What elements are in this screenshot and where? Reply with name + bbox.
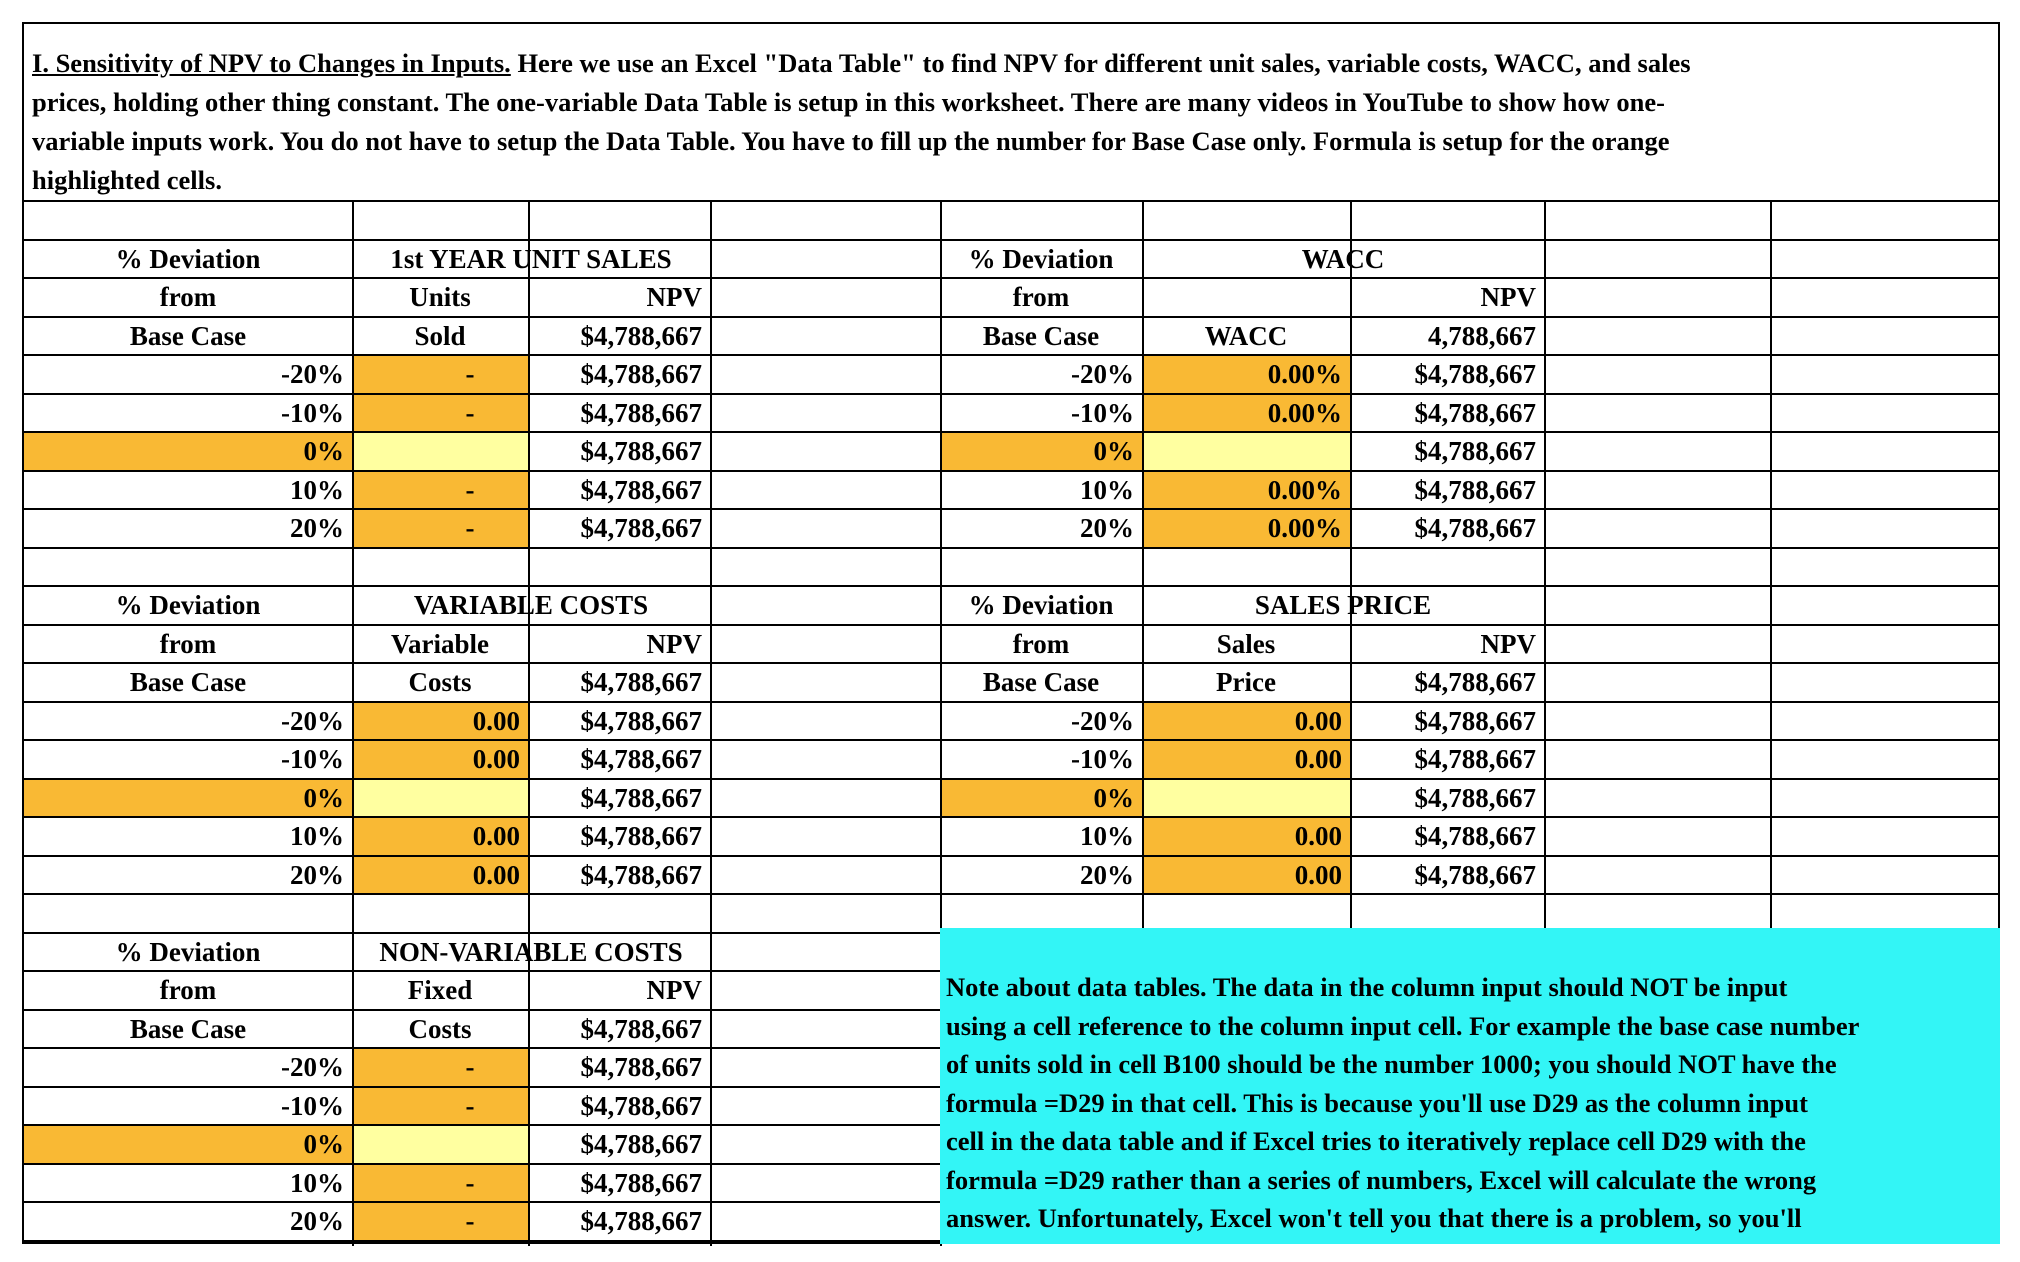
deviation-value: -20% xyxy=(1071,359,1134,389)
deviation-value: 20% xyxy=(290,513,344,543)
deviation-value: -20% xyxy=(281,1052,344,1082)
variable_costs-title: VARIABLE COSTS xyxy=(413,590,649,620)
grid-column-line xyxy=(1350,200,1352,928)
non_variable_costs-input-value: - xyxy=(465,1206,475,1236)
deviation-value: -10% xyxy=(1071,744,1134,774)
variable_costs-input-value: 0.00 xyxy=(472,859,520,890)
sales_price-col-label: Price xyxy=(1216,667,1276,697)
grid-column-line xyxy=(1142,200,1144,928)
deviation-header: % Deviation xyxy=(968,243,1114,274)
grid-row-line xyxy=(24,200,2000,202)
grid-row-line xyxy=(24,778,2000,780)
grid-row-line xyxy=(24,970,940,972)
non_variable_costs-col-label: Costs xyxy=(408,1013,472,1044)
variable_costs-input-value: 0.00 xyxy=(472,744,520,774)
note-line: using a cell reference to the column input cell. For example the base case number xyxy=(946,1010,1860,1041)
unit_sales-input-value: - xyxy=(465,397,475,428)
deviation-header: from xyxy=(159,628,217,659)
grid-row-line xyxy=(24,585,2000,587)
grid-column-line xyxy=(528,200,530,1246)
sales_price-title: SALES PRICE xyxy=(1254,590,1432,620)
grid-row-line xyxy=(24,277,2000,279)
grid-row-line xyxy=(24,1163,940,1165)
deviation-value: 20% xyxy=(290,1206,344,1236)
unit_sales-col-label: Units xyxy=(409,282,471,312)
wacc-npv-value: $4,788,667 xyxy=(1414,359,1536,389)
unit_sales-npv-value: $4,788,667 xyxy=(580,436,702,466)
deviation-header: from xyxy=(159,975,217,1005)
note-line: of units sold in cell B100 should be the number 1000; you should NOT have the xyxy=(946,1049,1837,1079)
spreadsheet xyxy=(22,22,2000,1244)
sales_price-input-value: 0.00 xyxy=(1294,744,1342,774)
wacc-col-label: WACC xyxy=(1204,320,1288,351)
wacc-input-value: 0.00% xyxy=(1267,397,1342,428)
wacc-npv-label: NPV xyxy=(1480,282,1536,312)
non_variable_costs-col-label: Fixed xyxy=(407,975,473,1005)
grid-row-line xyxy=(24,470,2000,472)
header-line1-prefix: I. Sensitivity of NPV to Changes in Inputs. xyxy=(32,48,511,78)
non_variable_costs-npv-value: $4,788,667 xyxy=(580,1090,702,1121)
deviation-value: 0% xyxy=(303,1129,344,1159)
sales_price-input-value: 0.00 xyxy=(1294,859,1342,890)
unit_sales-col-label: Sold xyxy=(414,320,466,351)
deviation-value: 10% xyxy=(290,1167,344,1198)
unit_sales-input-value: - xyxy=(465,474,475,505)
deviation-header: Base Case xyxy=(129,1013,247,1044)
deviation-value: -10% xyxy=(281,397,344,428)
sales_price-input-value: 0.00 xyxy=(1294,821,1342,851)
variable_costs-input-value: 0.00 xyxy=(472,705,520,736)
deviation-header: % Deviation xyxy=(968,590,1114,620)
deviation-value: -10% xyxy=(1071,397,1134,428)
variable_costs-npv-value: $4,788,667 xyxy=(580,821,702,851)
deviation-header: from xyxy=(159,282,217,312)
deviation-header: % Deviation xyxy=(115,936,261,967)
variable_costs-col-label: Variable xyxy=(390,628,489,659)
header-line3: variable inputs work. You do not have to setup the Data Table. You have to fill up the number for Base Case only. Formula is setup for the orange xyxy=(32,126,1670,156)
note-line: answer. Unfortunately, Excel won't tell you that there is a problem, so you'll xyxy=(946,1203,1802,1233)
wacc-input-value: 0.00% xyxy=(1267,474,1342,505)
variable_costs-npv-value: $4,788,667 xyxy=(580,859,702,890)
unit_sales-npv-value: $4,788,667 xyxy=(580,513,702,543)
deviation-value: -20% xyxy=(281,359,344,389)
grid-row-line xyxy=(24,816,2000,818)
variable_costs-npv-value: $4,788,667 xyxy=(580,705,702,736)
header-line2: prices, holding other thing constant. The one-variable Data Table is setup in this worksheet. There are many videos in YouTube to show how one- xyxy=(32,87,1665,117)
grid-row-line xyxy=(24,932,940,934)
wacc-input-value: 0.00% xyxy=(1267,359,1342,389)
non_variable_costs-input-value: - xyxy=(465,1167,475,1198)
grid-column-line xyxy=(352,200,354,1246)
deviation-header: % Deviation xyxy=(115,590,261,620)
variable_costs-npv-value: $4,788,667 xyxy=(580,782,702,813)
grid-row-line xyxy=(24,662,2000,664)
deviation-value: 20% xyxy=(290,859,344,890)
wacc-npv-value: $4,788,667 xyxy=(1414,513,1536,543)
deviation-value: 10% xyxy=(290,821,344,851)
grid-row-line xyxy=(24,739,2000,741)
sales_price-input-value[interactable] xyxy=(1142,779,1350,817)
deviation-header: Base Case xyxy=(982,320,1100,351)
sales_price-npv-value: $4,788,667 xyxy=(1414,782,1536,813)
unit_sales-base-npv: $4,788,667 xyxy=(580,320,702,351)
grid-row-line xyxy=(24,624,2000,626)
grid-row-line xyxy=(24,316,2000,318)
non_variable_costs-input-value: - xyxy=(465,1052,475,1082)
sales_price-npv-label: NPV xyxy=(1480,628,1536,659)
grid-row-line xyxy=(24,239,2000,241)
deviation-value: 10% xyxy=(1080,821,1134,851)
wacc-input-value[interactable] xyxy=(1142,432,1350,470)
non_variable_costs-npv-value: $4,788,667 xyxy=(580,1167,702,1198)
deviation-value: 10% xyxy=(290,474,344,505)
unit_sales-input-value: - xyxy=(465,513,475,543)
deviation-value: -10% xyxy=(281,744,344,774)
sales_price-base-npv: $4,788,667 xyxy=(1414,667,1536,697)
unit_sales-npv-value: $4,788,667 xyxy=(580,359,702,389)
deviation-header: Base Case xyxy=(129,320,247,351)
grid-row-line xyxy=(24,1009,940,1011)
wacc-input-value: 0.00% xyxy=(1267,513,1342,543)
wacc-base-npv: 4,788,667 xyxy=(1428,320,1536,351)
note-line: formula =D29 in that cell. This is because you'll use D29 as the column input xyxy=(946,1087,1808,1118)
wacc-npv-value: $4,788,667 xyxy=(1414,474,1536,505)
deviation-value: 0% xyxy=(303,436,344,466)
grid-column-line xyxy=(710,200,712,1246)
unit_sales-npv-value: $4,788,667 xyxy=(580,397,702,428)
grid-row-line xyxy=(24,354,2000,356)
grid-row-line xyxy=(24,393,2000,395)
grid-row-line xyxy=(24,1124,940,1126)
deviation-header: from xyxy=(1012,282,1070,312)
sales_price-input-value: 0.00 xyxy=(1294,705,1342,736)
grid-row-line xyxy=(24,855,2000,857)
grid-row-line xyxy=(24,1201,940,1203)
deviation-value: 10% xyxy=(1080,474,1134,505)
note-line: cell in the data table and if Excel tries to iteratively replace cell D29 with the xyxy=(946,1126,1806,1156)
sales_price-npv-value: $4,788,667 xyxy=(1414,821,1536,851)
non_variable_costs-input-value: - xyxy=(465,1090,475,1121)
deviation-header: Base Case xyxy=(982,667,1100,697)
deviation-header: % Deviation xyxy=(115,243,261,274)
grid-column-line xyxy=(1544,200,1546,928)
variable_costs-col-label: Costs xyxy=(408,667,472,697)
deviation-header: Base Case xyxy=(129,667,247,697)
deviation-value: 0% xyxy=(1093,436,1134,466)
deviation-value: -20% xyxy=(1071,705,1134,736)
deviation-header: from xyxy=(1012,628,1070,659)
grid-row-line xyxy=(24,431,2000,433)
grid-row-line xyxy=(24,701,2000,703)
sales_price-npv-value: $4,788,667 xyxy=(1414,744,1536,774)
grid-row-line xyxy=(24,1240,940,1242)
grid-row-line xyxy=(24,547,2000,549)
grid-row-line xyxy=(24,508,2000,510)
sales_price-npv-value: $4,788,667 xyxy=(1414,705,1536,736)
non_variable_costs-npv-value: $4,788,667 xyxy=(580,1052,702,1082)
non_variable_costs-input-value[interactable] xyxy=(352,1125,528,1163)
variable_costs-input-value[interactable] xyxy=(352,779,528,817)
non_variable_costs-base-npv: $4,788,667 xyxy=(580,1013,702,1044)
unit_sales-input-value: - xyxy=(465,359,475,389)
note-line: formula =D29 rather than a series of numbers, Excel will calculate the wrong xyxy=(946,1164,1817,1195)
variable_costs-base-npv: $4,788,667 xyxy=(580,667,702,697)
deviation-value: 20% xyxy=(1080,859,1134,890)
deviation-value: 0% xyxy=(1093,782,1134,813)
non_variable_costs-npv-value: $4,788,667 xyxy=(580,1129,702,1159)
unit_sales-title: 1st YEAR UNIT SALES xyxy=(390,243,672,274)
variable_costs-npv-label: NPV xyxy=(646,628,702,659)
unit_sales-npv-label: NPV xyxy=(646,282,702,312)
wacc-title: WACC xyxy=(1301,243,1385,274)
sales_price-npv-value: $4,788,667 xyxy=(1414,859,1536,890)
sales_price-col-label: Sales xyxy=(1216,628,1276,659)
variable_costs-npv-value: $4,788,667 xyxy=(580,744,702,774)
deviation-value: -10% xyxy=(281,1090,344,1121)
non_variable_costs-npv-value: $4,788,667 xyxy=(580,1206,702,1236)
grid-column-line xyxy=(1770,200,1772,928)
deviation-value: -20% xyxy=(281,705,344,736)
wacc-npv-value: $4,788,667 xyxy=(1414,397,1536,428)
note-line: Note about data tables. The data in the column input should NOT be input xyxy=(946,972,1788,1002)
variable_costs-input-value: 0.00 xyxy=(472,821,520,851)
unit_sales-input-value[interactable] xyxy=(352,432,528,470)
wacc-col-label xyxy=(1142,278,1350,316)
deviation-value: 20% xyxy=(1080,513,1134,543)
header-line4: highlighted cells. xyxy=(32,165,222,195)
data-table-note xyxy=(940,928,2000,1244)
non_variable_costs-npv-label: NPV xyxy=(646,975,702,1005)
deviation-value: 0% xyxy=(303,782,344,813)
wacc-npv-value: $4,788,667 xyxy=(1414,436,1536,466)
non_variable_costs-title: NON-VARIABLE COSTS xyxy=(379,936,683,967)
header-line1-rest: Here we use an Excel "Data Table" to find NPV for different unit sales, variable costs, WACC, and sales xyxy=(510,48,1691,78)
grid-row-line xyxy=(24,1086,940,1088)
grid-row-line xyxy=(24,893,2000,895)
instructions-header xyxy=(24,24,1998,200)
unit_sales-npv-value: $4,788,667 xyxy=(580,474,702,505)
grid-row-line xyxy=(24,1047,940,1049)
